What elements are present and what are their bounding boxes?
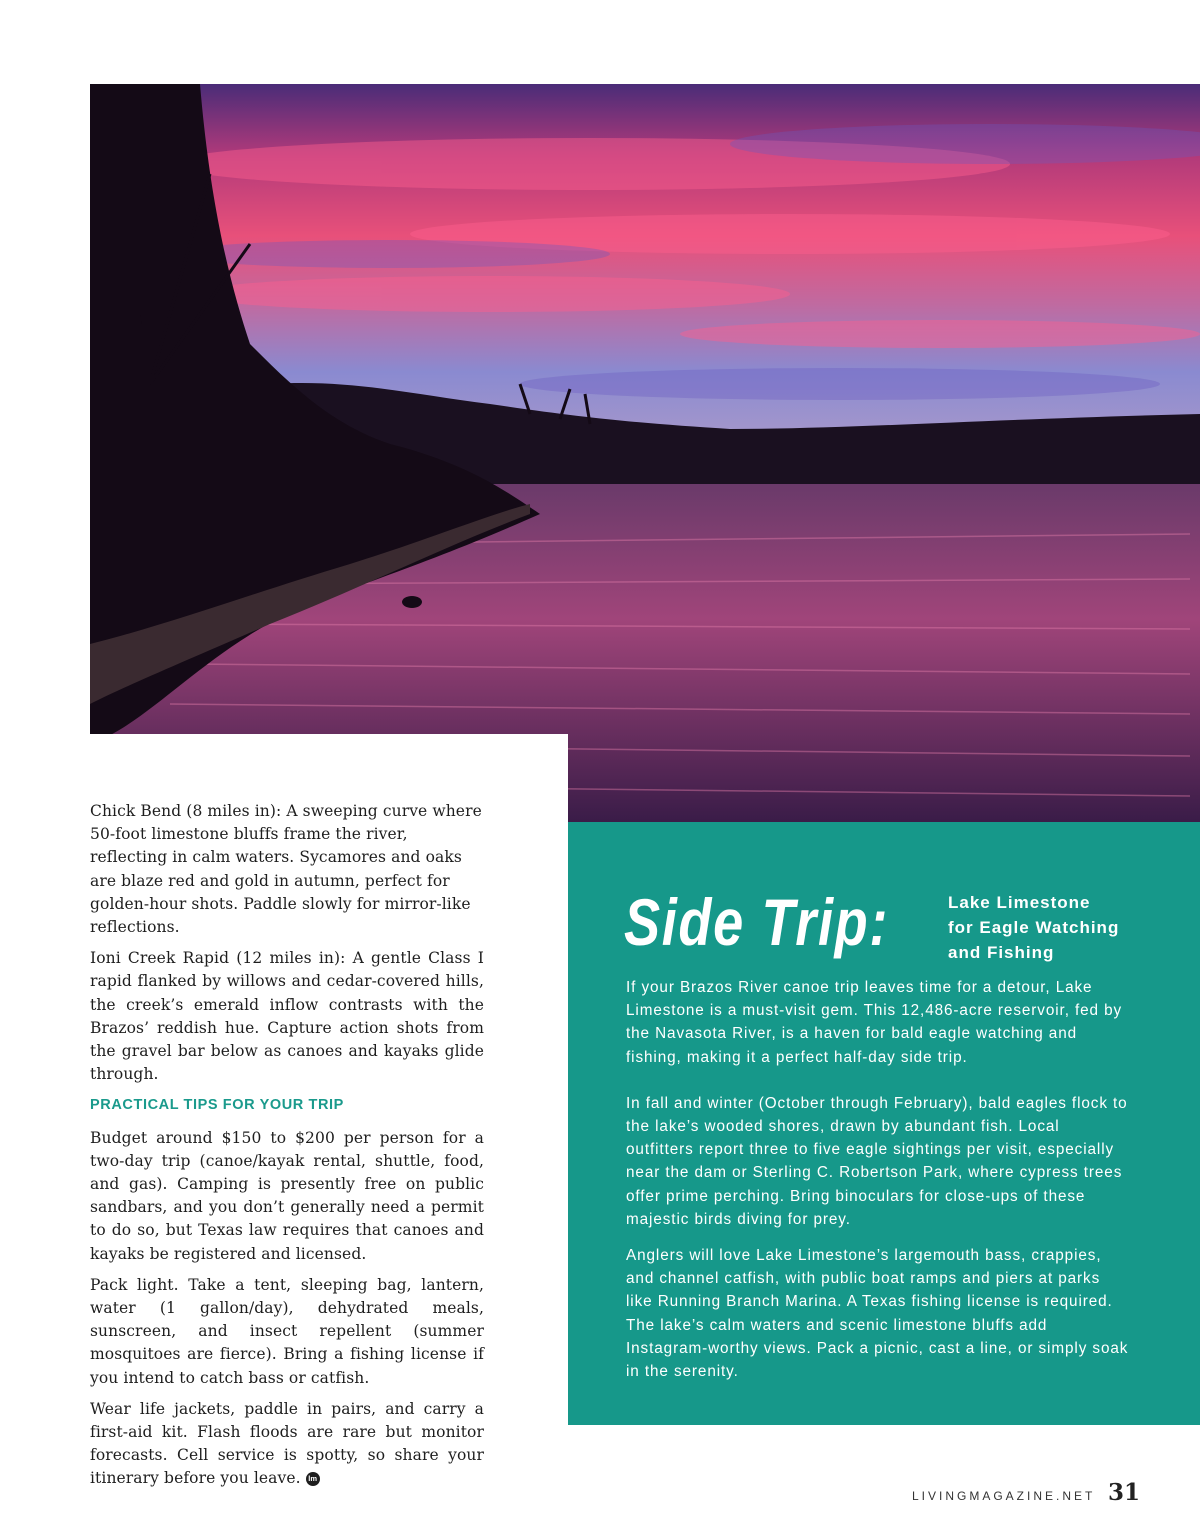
living-magazine-end-mark-icon: lm (306, 1472, 320, 1486)
side-trip-anglers-paragraph: Anglers will love Lake Limestone’s largemouth bass, crappies, and channel catfish, with public boat ramps and piers at parks like Running Branch Marina. A Texas fishing license is required. The lake’s calm waters and scenic limestone bluffs add Instagram-worthy views. Pack a picnic, cast a line, or simply soak in the serenity. (626, 1247, 1129, 1381)
side-trip-subtitle-line: for Eagle Watching (948, 918, 1120, 937)
river-sunset-photo (90, 84, 1200, 822)
left-column (90, 800, 484, 1499)
ioni-creek-paragraph: Ioni Creek Rapid (12 miles in): A gentle Class I rapid flanked by willows and cedar-covered hills, the creek’s emerald inflow contrasts with the Brazos’ reddish hue. Capture action shots from the gravel bar below as canoes and kayaks glide through. (90, 949, 484, 1084)
safety-paragraph (90, 1398, 484, 1491)
safety-text: Wear life jackets, paddle in pairs, and carry a first-aid kit. Flash floods are rare but monitor forecasts. Cell service is spotty, so share your itinerary before you leave. (90, 1399, 484, 1488)
side-trip-eagles-paragraph: In fall and winter (October through February), bald eagles flock to the lake’s wooded shores, drawn by abundant fish. Local outfitters report three to five eagle sightings per visit, especially near the dam or Sterling C. Robertson Park, where cypress trees offer prime perching. Bring binoculars for close-ups of these majestic birds diving for prey. (626, 1094, 1128, 1228)
side-trip-title: Side Trip: (624, 885, 889, 959)
side-trip-subtitle-line: Lake Limestone (948, 893, 1091, 912)
side-trip-box (568, 822, 1200, 1425)
side-trip-intro-paragraph: If your Brazos River canoe trip leaves time for a detour, Lake Limestone is a must-visit gem. This 12,486-acre reservoir, fed by the Navasota River, is a haven for bald eagle watching and fishing, making it a perfect half-day side trip. (626, 979, 1123, 1066)
budget-paragraph: Budget around $150 to $200 per person for a two-day trip (canoe/kayak rental, shuttle, food, and gas). Camping is presently free on public sandbars, and you don’t generally need a permit to do so, but Texas law requires that canoes and kayaks be registered and licensed. (90, 1128, 484, 1263)
footer-site-name: LIVINGMAGAZINE.NET (912, 1489, 1096, 1503)
pack-light-paragraph: Pack light. Take a tent, sleeping bag, lantern, water (1 gallon/day), dehydrated meals, sunscreen, and insect repellent (summer mosquitoes are fierce). Bring a fishing license if you intend to catch bass or catfish. (90, 1275, 484, 1387)
side-trip-subtitle-line: and Fishing (948, 943, 1055, 962)
side-trip-body (626, 976, 1131, 1396)
page-number: 31 (1108, 1479, 1141, 1506)
chick-bend-paragraph: Chick Bend (8 miles in): A sweeping curve where 50-foot limestone bluffs frame the river, reflecting in calm waters. Sycamores and oaks are blaze red and gold in autumn, perfect for golden-hour shots. Paddle slowly for mirror-like reflections. (90, 802, 482, 937)
side-trip-subtitle (948, 890, 1148, 965)
practical-tips-subhead: PRACTICAL TIPS FOR YOUR TRIP (90, 1097, 344, 1114)
